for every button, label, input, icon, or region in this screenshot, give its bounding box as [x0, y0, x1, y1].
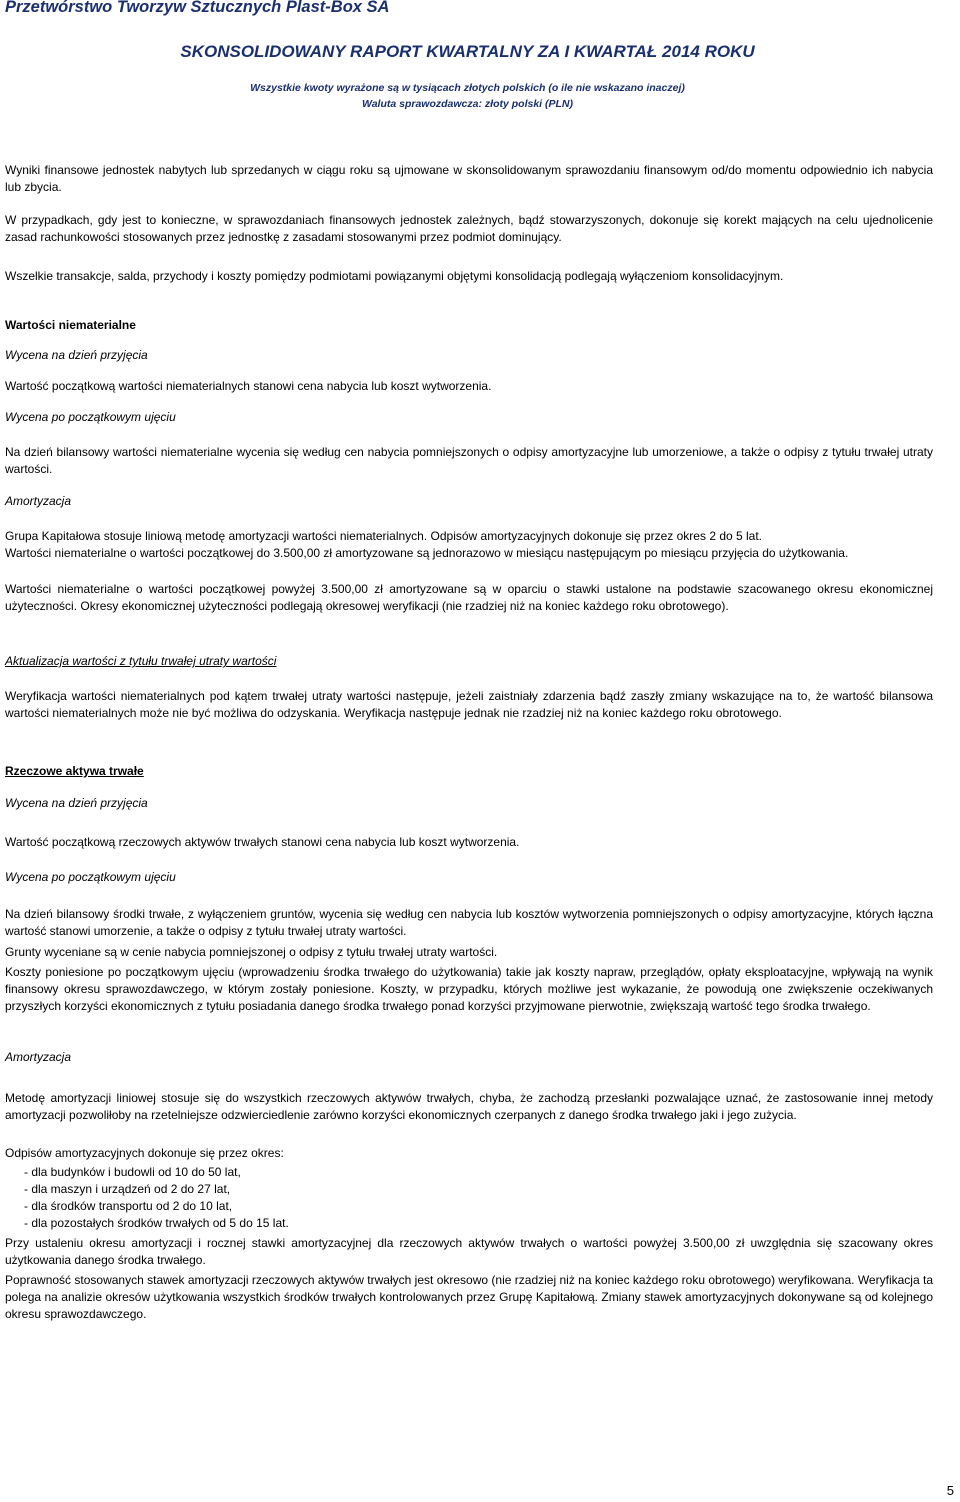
subheading-fa-subsequent-valuation: Wycena po początkowym ujęciu [5, 870, 176, 884]
text-fa-amortization-method: Metodę amortyzacji liniowej stosuje się do wszystkich rzeczowych aktywów trwałych, chyba, że zachodzą przesłanki pozwalające uznać, że zastosowanie innej metody amortyzacji pozwoliłoby na rzetelniejsze odzwierciedlenie zarówno korzyści ekonomicznych czerpanych z danego środka trwałego jaki i jego zużycia. [5, 1091, 933, 1123]
text-fa-subsequent-valuation: Na dzień bilansowy środki trwałe, z wyłączeniem gruntów, wycenia się według cen nabycia lub kosztów wytworzenia pomniejszonych o odpisy amortyzacyjne, których łączna wartość stanowi umorzenie, a także o odpisy z tytułu trwałej utraty wartości. [5, 907, 933, 939]
paragraph-consolidation-results: Wyniki finansowe jednostek nabytych lub sprzedanych w ciągu roku są ujmowane w skonsolidowanym sprawozdaniu finansowym od/do momentu odpowiednio ich nabycia lub zbycia. [5, 163, 933, 195]
text-impairment: Weryfikacja wartości niematerialnych pod kątem trwałej utraty wartości następuje, jeżeli zaistniały zdarzenia bądź zaszły zmiany wskazujące na to, że wartość bilansowa wartości niematerialnych może nie być możliwa do odzyskania. Weryfikacja następuje jednak nie rzadziej niż na koniec każdego roku obrotowego. [5, 689, 933, 721]
text-fa-amortization-periods: Odpisów amortyzacyjnych dokonuje się przez okres: [5, 1146, 284, 1160]
report-title: SKONSOLIDOWANY RAPORT KWARTALNY ZA I KWARTAŁ 2014 ROKU [180, 42, 755, 61]
text-amortization-method: Grupa Kapitałowa stosuje liniową metodę amortyzacji wartości niematerialnych. Odpisów amortyzacyjnych dokonuje się przez okres 2 do 5 lat. [5, 529, 763, 543]
text-subsequent-valuation: Na dzień bilansowy wartości niematerialne wycenia się według cen nabycia pomniejszonych o odpisy amortyzacyjne lub umorzeniowe, a także o odpisy z tytułu trwałej utraty wartości. [5, 445, 933, 477]
reporting-currency-note: Waluta sprawozdawcza: złoty polski (PLN) [361, 98, 573, 110]
subheading-initial-valuation: Wycena na dzień przyjęcia [5, 348, 148, 362]
list-item: - dla środków transportu od 2 do 10 lat, [24, 1199, 233, 1213]
paragraph-accounting-adjustments: W przypadkach, gdy jest to konieczne, w sprawozdaniach finansowych jednostek zależnych, bądź stowarzyszonych, dokonuje się korekt mających na celu ujednolicenie zasad rachunkowości stosowanych przez jednostkę z zasadami stosowanymi przez podmiot dominujący. [5, 213, 933, 245]
paragraph-eliminations: Wszelkie transakcje, salda, przychody i koszty pomiędzy podmiotami powiązanymi objętymi konsolidacją podlegają wyłączeniom konsolidacyjnym. [5, 269, 784, 283]
subheading-fa-initial-valuation: Wycena na dzień przyjęcia [5, 796, 148, 810]
subheading-subsequent-valuation: Wycena po początkowym ujęciu [5, 410, 176, 424]
section-heading-intangibles: Wartości niematerialne [5, 318, 136, 332]
text-fa-subsequent-costs: Koszty poniesione po początkowym ujęciu (wprowadzeniu środka trwałego do użytkowania) takie jak koszty napraw, przeglądów, opłaty eksploatacyjne, wpływają na wynik finansowy okresu sprawozdawczego, w którym zostały poniesione. Koszty, w przypadku, których możliwe jest wykazanie, że powodują one zwiększenie oczekiwanych przyszłych korzyści ekonomicznych z tytułu posiadania danego środka trwałego ponad korzyści przyjmowane pierwotnie, zwiększają wartość tego środka trwałego. [5, 965, 933, 1014]
company-name: Przetwórstwo Tworzyw Sztucznych Plast-Box SA [5, 0, 390, 16]
text-fa-initial-valuation: Wartość początkową rzeczowych aktywów trwałych stanowi cena nabycia lub koszt wytworzenia. [5, 835, 520, 849]
section-heading-fixed-assets: Rzeczowe aktywa trwałe [5, 764, 144, 778]
list-item: - dla pozostałych środków trwałych od 5 do 15 lat. [24, 1216, 289, 1230]
text-initial-valuation: Wartość początkową wartości niematerialnych stanowi cena nabycia lub koszt wytworzenia. [5, 379, 492, 393]
subheading-fa-amortization: Amortyzacja [5, 1050, 72, 1064]
list-item: - dla maszyn i urządzeń od 2 do 27 lat, [24, 1182, 231, 1196]
list-item: - dla budynków i budowli od 10 do 50 lat, [24, 1165, 241, 1179]
text-amortization-low-value: Wartości niematerialne o wartości początkowej do 3.500,00 zł amortyzowane są jednorazowo w miesiącu następującym po miesiącu przyjęcia do użytkowania. [5, 546, 849, 560]
text-amortization-high-value: Wartości niematerialne o wartości początkowej powyżej 3.500,00 zł amortyzowane są w oparciu o stawki ustalone na podstawie szacowanego okresu ekonomicznej użyteczności. Okresy ekonomicznej użyteczności podlegają okresowej weryfikacji (nie rzadziej niż na koniec każdego roku obrotowego). [5, 582, 933, 614]
subheading-amortization: Amortyzacja [5, 494, 72, 508]
text-fa-rate-verification: Poprawność stosowanych stawek amortyzacji rzeczowych aktywów trwałych jest okresowo (nie rzadziej niż na koniec każdego roku obrotowego) weryfikowana. Weryfikacja ta polega na analizie okresów użytkowania wszystkich środków trwałych kontrolowanych przez Grupę Kapitałową. Zmiany stawek amortyzacyjnych dokonywane są od kolejnego okresu sprawozdawczego. [5, 1273, 933, 1322]
text-fa-period-setting: Przy ustaleniu okresu amortyzacji i rocznej stawki amortyzacyjnej dla rzeczowych aktywów trwałych o wartości powyżej 3.500,00 zł uwzględnia się szacowany okres użytkowania danego środka trwałego. [5, 1236, 933, 1268]
currency-note: Wszystkie kwoty wyrażone są w tysiącach złotych polskich (o ile nie wskazano inaczej) [250, 82, 685, 94]
section-heading-impairment: Aktualizacja wartości z tytułu trwałej utraty wartości [5, 654, 277, 668]
text-fa-land: Grunty wyceniane są w cenie nabycia pomniejszonej o odpisy z tytułu trwałej utraty wartości. [5, 945, 498, 959]
page-number: 5 [946, 1483, 954, 1498]
